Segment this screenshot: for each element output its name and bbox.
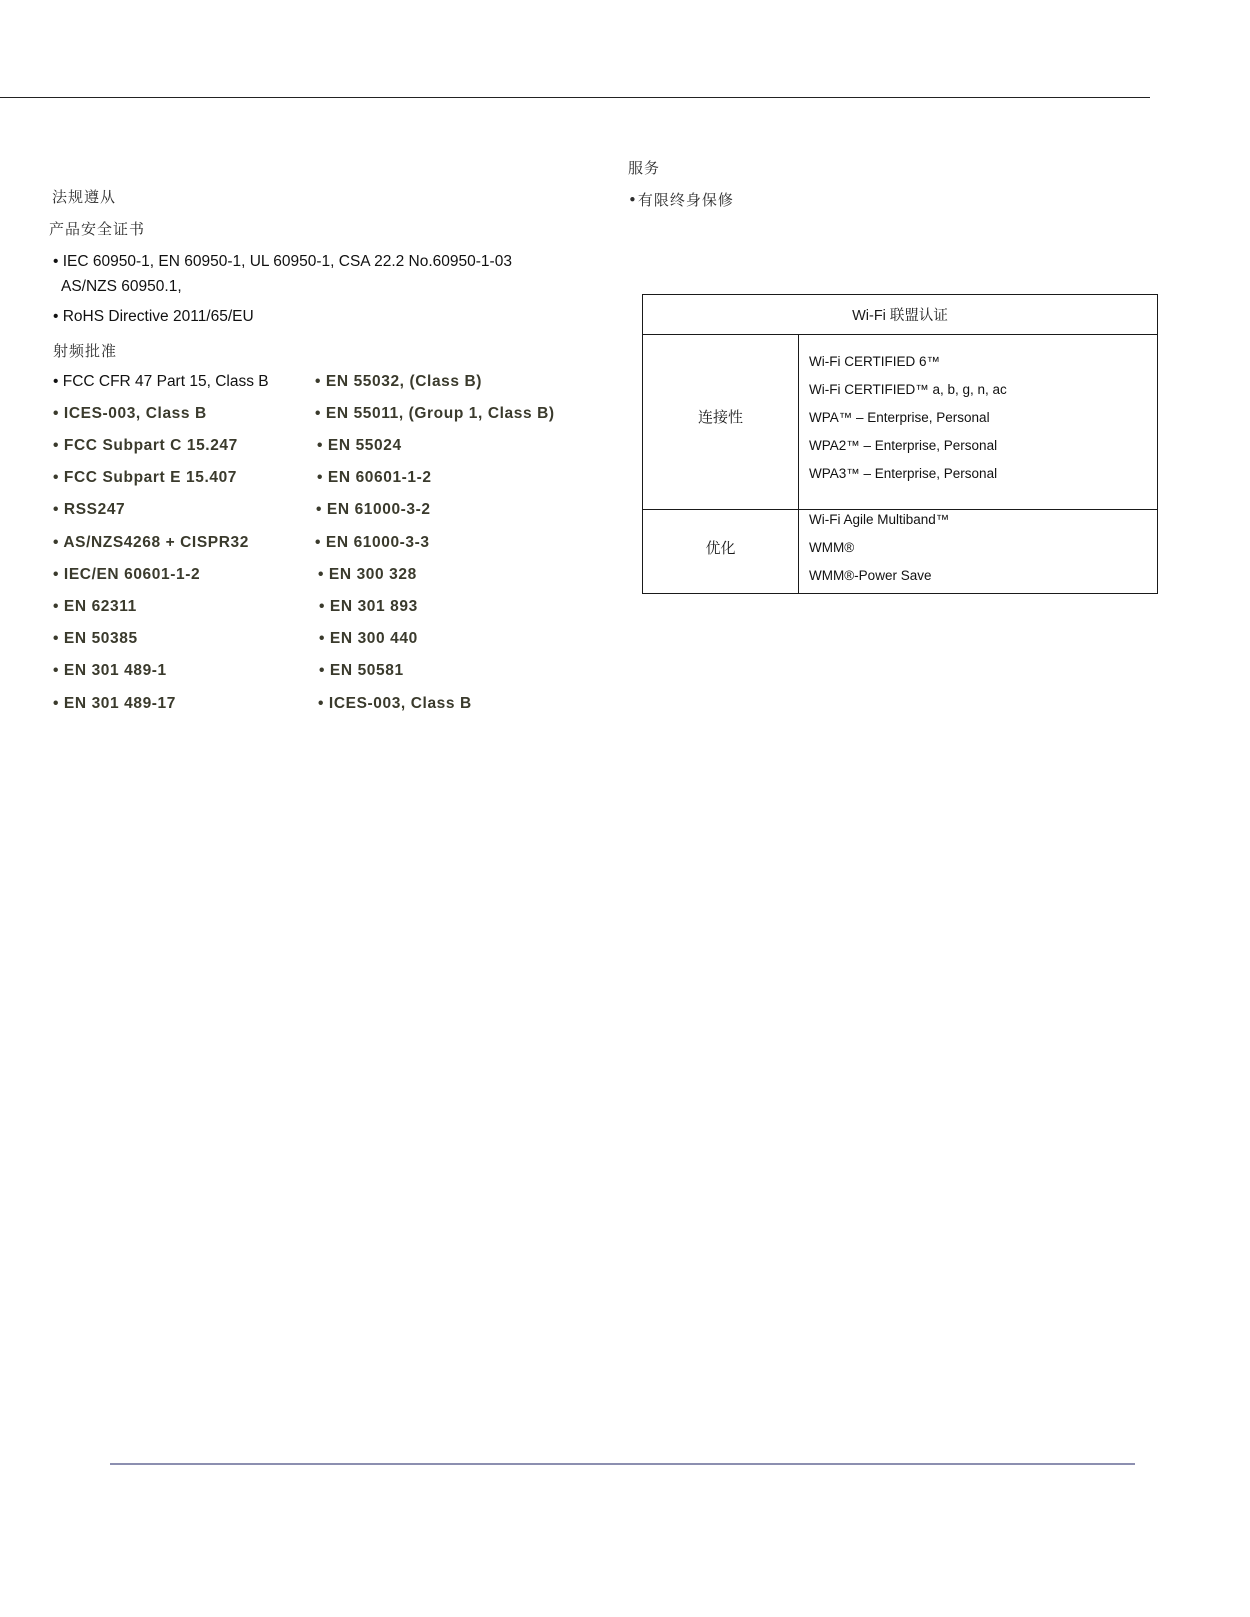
safety-item: • RoHS Directive 2011/65/EU — [53, 308, 254, 325]
row-divider — [643, 509, 1157, 510]
rf-item: • FCC Subpart E 15.407 — [53, 469, 238, 486]
cert-value: WPA2™ – Enterprise, Personal — [809, 438, 998, 453]
bottom-divider — [110, 1463, 1135, 1465]
service-item: •有限终身保修 — [628, 191, 734, 209]
rf-heading: 射频批准 — [53, 342, 118, 360]
rf-item: • ICES-003, Class B — [318, 695, 472, 712]
rf-item: • EN 50581 — [319, 662, 404, 679]
rf-item: • EN 55011, (Group 1, Class B) — [315, 405, 555, 422]
rf-item: • AS/NZS4268 + CISPR32 — [53, 534, 249, 551]
rf-item: • IEC/EN 60601-1-2 — [53, 566, 201, 583]
rf-item: • EN 61000-3-2 — [316, 501, 431, 518]
cert-value: Wi-Fi CERTIFIED™ a, b, g, n, ac — [809, 382, 1007, 397]
rf-item: • EN 61000-3-3 — [315, 534, 430, 551]
rf-item: • FCC CFR 47 Part 15, Class B — [53, 373, 269, 390]
rf-item: • EN 300 328 — [318, 566, 417, 583]
cert-value: Wi-Fi CERTIFIED 6™ — [809, 354, 940, 369]
rf-item: • EN 55032, (Class B) — [315, 373, 483, 390]
top-divider — [0, 97, 1150, 98]
safety-item: AS/NZS 60950.1, — [61, 278, 182, 295]
rf-item: • EN 50385 — [53, 630, 138, 647]
compliance-heading: 法规遵从 — [52, 188, 117, 206]
category-optimization: 优化 — [705, 539, 736, 557]
rf-item: • ICES-003, Class B — [53, 405, 207, 422]
rf-item: • EN 55024 — [317, 437, 402, 454]
cert-value: WMM® — [809, 540, 855, 555]
rf-item: • EN 301 489-1 — [53, 662, 167, 679]
safety-item: • IEC 60950-1, EN 60950-1, UL 60950-1, CSA 22.2 No.60950-1-03 — [53, 253, 512, 270]
rf-item: • RSS247 — [53, 501, 126, 518]
rf-item: • FCC Subpart C 15.247 — [53, 437, 238, 454]
cert-value: WPA™ – Enterprise, Personal — [809, 410, 990, 425]
column-divider — [798, 335, 799, 593]
cert-value: Wi-Fi Agile Multiband™ — [809, 512, 950, 527]
table-title: Wi-Fi 联盟认证 — [643, 295, 1157, 335]
wifi-certification-table — [642, 294, 1158, 594]
rf-item: • EN 62311 — [53, 598, 137, 615]
rf-item: • EN 60601-1-2 — [317, 469, 432, 486]
rf-item: • EN 300 440 — [319, 630, 418, 647]
rf-item: • EN 301 489-17 — [53, 695, 177, 712]
cert-value: WMM®-Power Save — [809, 568, 932, 583]
safety-heading: 产品安全证书 — [49, 220, 146, 238]
service-heading: 服务 — [628, 159, 661, 177]
cert-value: WPA3™ – Enterprise, Personal — [809, 466, 998, 481]
category-connectivity: 连接性 — [697, 408, 743, 426]
rf-item: • EN 301 893 — [319, 598, 418, 615]
